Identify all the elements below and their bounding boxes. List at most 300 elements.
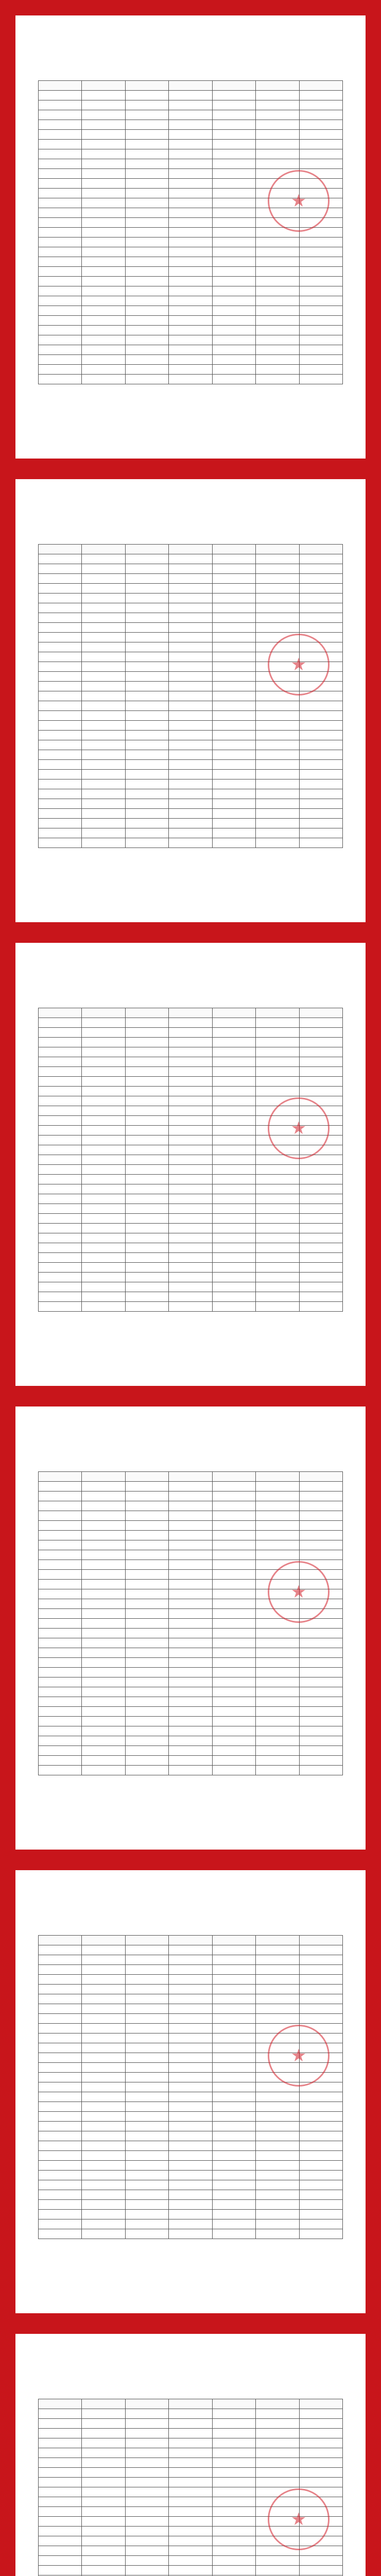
table-cell [125,257,168,267]
table-cell [256,1965,299,1975]
table-cell [82,2210,125,2219]
table-cell [169,652,212,662]
table-cell [39,345,82,355]
table-cell [39,1482,82,1492]
table-header-cell [169,545,212,554]
table-cell [212,564,255,574]
table-cell [82,1282,125,1292]
table-cell [299,1609,342,1619]
table-cell [169,613,212,623]
table-cell [125,2004,168,2014]
table-cell [125,2497,168,2507]
table-cell [82,1599,125,1609]
table-cell [39,2082,82,2092]
table-cell [125,1184,168,1194]
table-cell [169,1145,212,1155]
table-cell [212,149,255,159]
table-cell [169,799,212,809]
table-row [39,2497,343,2507]
table-cell [125,584,168,594]
table-cell [212,316,255,326]
table-row [39,1717,343,1726]
table-cell [299,613,342,623]
table-cell [212,140,255,149]
page-sheet [15,479,366,922]
table-cell [169,1531,212,1540]
table-cell [82,365,125,375]
table-row [39,1204,343,1214]
table-row [39,779,343,789]
table-cell [82,1580,125,1589]
meta-line [38,1914,343,1923]
table-cell [256,623,299,633]
table-cell [82,1736,125,1746]
table-cell [212,1204,255,1214]
table-cell [212,159,255,169]
table-cell [212,1550,255,1560]
table-cell [299,189,342,198]
table-row [39,2131,343,2141]
table-header-cell [256,1936,299,1945]
table-cell [212,1697,255,1707]
table-cell [125,2024,168,2033]
table-header-cell [169,1472,212,1482]
table-cell [169,1511,212,1521]
table-cell [39,574,82,584]
table-row [39,306,343,316]
table-row [39,2092,343,2102]
table-cell [212,1126,255,1136]
table-cell [169,1756,212,1766]
table-cell [256,1282,299,1292]
table-cell [256,189,299,198]
table-cell [299,375,342,384]
table-cell [125,1687,168,1697]
table-cell [169,296,212,306]
table-cell [256,1096,299,1106]
table-row [39,574,343,584]
table-cell [82,277,125,286]
sheet-title [38,33,343,42]
table-cell [39,2131,82,2141]
table-cell [256,306,299,316]
table-cell [39,140,82,149]
table-cell [39,1965,82,1975]
table-cell [299,603,342,613]
table-cell [299,760,342,770]
table-cell [212,2161,255,2171]
table-cell [256,1766,299,1775]
table-cell [256,1018,299,1028]
table-cell [39,1175,82,1184]
table-cell [169,1057,212,1067]
table-cell [169,1619,212,1629]
table-cell [169,1560,212,1570]
table-cell [299,711,342,721]
table-cell [256,1746,299,1756]
table-cell [256,1677,299,1687]
table-cell [125,1047,168,1057]
table-cell [39,1116,82,1126]
table-cell [82,296,125,306]
meta-line [38,2378,343,2386]
table-cell [125,120,168,130]
table-cell [39,779,82,789]
table-cell [169,2478,212,2487]
table-row [39,1047,343,1057]
sheet-table [38,1935,343,2239]
table-cell [256,1668,299,1677]
table-row [39,1687,343,1697]
table-row [39,1243,343,1253]
table-cell [212,2014,255,2024]
table-cell [125,623,168,633]
table-cell [82,375,125,384]
table-cell [256,1243,299,1253]
table-row [39,1945,343,1955]
table-cell [256,1511,299,1521]
table-header-cell [82,2399,125,2409]
table-header-row [39,2399,343,2409]
table-cell [212,2102,255,2112]
table-cell [169,2487,212,2497]
table-cell [212,228,255,238]
table-row [39,1492,343,1501]
table-cell [212,1482,255,1492]
table-cell [256,2210,299,2219]
table-cell [169,662,212,672]
table-cell [256,1273,299,1282]
table-row [39,2556,343,2566]
table-cell [82,2112,125,2122]
table-cell [169,2092,212,2102]
table-cell [169,584,212,594]
table-row [39,110,343,120]
table-cell [299,2043,342,2053]
table-cell [169,2229,212,2239]
table-cell [39,1609,82,1619]
table-cell [39,2161,82,2171]
table-row [39,1707,343,1717]
table-cell [169,2546,212,2556]
table-row [39,1521,343,1531]
table-row [39,672,343,682]
table-cell [39,2438,82,2448]
table-cell [256,1560,299,1570]
table-row [39,2468,343,2478]
page-sheet [15,1406,366,1850]
table-row [39,838,343,848]
table-cell [125,2043,168,2053]
table-cell [256,574,299,584]
table-cell [169,1570,212,1580]
table-row [39,701,343,711]
table-cell [82,2102,125,2112]
table-cell [169,1736,212,1746]
table-cell [212,672,255,682]
table-cell [39,1204,82,1214]
table-cell [299,208,342,218]
table-cell [39,1955,82,1965]
table-cell [82,691,125,701]
table-cell [169,682,212,691]
table-cell [299,267,342,277]
table-cell [39,179,82,189]
table-cell [212,2082,255,2092]
table-row [39,1175,343,1184]
table-cell [169,2200,212,2210]
table-cell [125,1155,168,1165]
meta-line [38,52,343,60]
table-cell [39,623,82,633]
table-cell [39,701,82,711]
table-row [39,554,343,564]
table-cell [169,1204,212,1214]
table-cell [82,1184,125,1194]
table-cell [82,574,125,584]
table-cell [39,633,82,642]
table-row [39,594,343,603]
seal-star-icon: ★ [290,655,307,674]
table-cell [169,247,212,257]
table-cell [82,1126,125,1136]
table-cell [212,1955,255,1965]
table-cell [256,159,299,169]
table-row [39,1253,343,1263]
table-cell [39,2151,82,2161]
table-cell [39,2102,82,2112]
table-row [39,1501,343,1511]
table-cell [82,623,125,633]
table-row [39,1038,343,1047]
table-cell [39,1736,82,1746]
table-cell [212,2073,255,2082]
table-cell [299,701,342,711]
table-cell [299,1224,342,1233]
table-cell [256,2507,299,2517]
table-cell [82,564,125,574]
table-cell [212,2527,255,2536]
table-cell [299,1531,342,1540]
table-cell [39,1501,82,1511]
table-cell [82,1165,125,1175]
table-cell [299,1194,342,1204]
table-cell [299,1726,342,1736]
table-cell [256,149,299,159]
table-cell [212,594,255,603]
table-cell [256,296,299,306]
table-header-row [39,545,343,554]
table-cell [125,642,168,652]
table-cell [39,286,82,296]
table-cell [169,623,212,633]
table-cell [39,613,82,623]
table-cell [169,603,212,613]
table-cell [125,652,168,662]
table-cell [256,2497,299,2507]
table-cell [82,2200,125,2210]
table-row [39,1994,343,2004]
table-cell [212,277,255,286]
table-cell [82,91,125,100]
table-cell [299,2014,342,2024]
table-cell [125,2458,168,2468]
table-cell [125,1145,168,1155]
table-cell [169,2180,212,2190]
table-cell [169,218,212,228]
table-cell [39,296,82,306]
table-cell [125,169,168,179]
table-row [39,130,343,140]
table-cell [39,2014,82,2024]
table-cell [39,2458,82,2468]
table-row [39,1746,343,1756]
table-cell [125,159,168,169]
table-cell [212,189,255,198]
table-cell [125,554,168,564]
table-cell [256,1697,299,1707]
table-cell [299,1018,342,1028]
table-cell [169,1214,212,1224]
table-cell [299,642,342,652]
table-cell [39,1145,82,1155]
table-cell [299,1282,342,1292]
table-cell [299,1599,342,1609]
table-cell [299,1302,342,1312]
table-cell [82,1243,125,1253]
table-cell [256,2536,299,2546]
table-cell [299,1580,342,1589]
table-cell [169,2151,212,2161]
table-cell [169,1096,212,1106]
table-cell [82,2171,125,2180]
table-row [39,1511,343,1521]
table-cell [169,1253,212,1263]
table-cell [212,799,255,809]
table-cell [212,1136,255,1145]
table-row [39,2536,343,2546]
table-cell [169,2429,212,2438]
table-cell [299,672,342,682]
table-cell [212,1282,255,1292]
table-cell [299,1965,342,1975]
table-cell [169,1047,212,1057]
table-cell [82,1531,125,1540]
table-cell [39,2200,82,2210]
table-row [39,238,343,247]
table-header-cell [82,545,125,554]
table-cell [256,316,299,326]
table-cell [39,721,82,731]
table-cell [299,1677,342,1687]
table-cell [212,1619,255,1629]
table-cell [256,1126,299,1136]
meta-line [38,60,343,68]
table-cell [212,828,255,838]
table-cell [256,1717,299,1726]
table-cell [39,2180,82,2190]
table-cell [169,1116,212,1126]
table-cell [212,286,255,296]
table-cell [299,140,342,149]
table-row [39,2229,343,2239]
table-cell [125,2161,168,2171]
table-cell [125,789,168,799]
table-cell [39,365,82,375]
table-cell [39,257,82,267]
table-cell [169,1233,212,1243]
table-cell [39,1648,82,1658]
table-row [39,1233,343,1243]
table-cell [212,1077,255,1087]
table-cell [299,1106,342,1116]
table-cell [169,238,212,247]
table-row [39,1224,343,1233]
table-cell [125,2102,168,2112]
table-cell [82,1116,125,1126]
table-cell [125,809,168,819]
table-cell [299,1638,342,1648]
table-cell [39,682,82,691]
table-cell [299,574,342,584]
table-cell [299,799,342,809]
table-cell [125,2487,168,2497]
table-cell [299,2438,342,2448]
table-cell [256,1116,299,1126]
table-cell [125,1599,168,1609]
table-cell [125,1726,168,1736]
table-cell [39,2073,82,2082]
table-cell [299,1550,342,1560]
table-cell [212,2131,255,2141]
table-cell [256,779,299,789]
table-cell [39,2122,82,2131]
table-row [39,1580,343,1589]
table-cell [169,159,212,169]
table-cell [125,189,168,198]
table-cell [169,345,212,355]
table-cell [212,1273,255,1282]
table-row [39,1609,343,1619]
table-cell [256,2131,299,2141]
table-row [39,2053,343,2063]
table-cell [82,2161,125,2171]
table-cell [212,1599,255,1609]
table-cell [39,149,82,159]
table-cell [125,355,168,365]
table-row [39,189,343,198]
table-cell [125,2419,168,2429]
table-cell [212,1531,255,1540]
table-cell [169,1292,212,1302]
table-cell [256,682,299,691]
table-cell [125,2190,168,2200]
table-cell [299,2419,342,2429]
table-cell [82,228,125,238]
table-cell [39,1087,82,1096]
table-row [39,721,343,731]
table-cell [82,1038,125,1047]
table-cell [39,1511,82,1521]
table-cell [256,375,299,384]
table-cell [256,2014,299,2024]
table-cell [212,779,255,789]
table-cell [82,1204,125,1214]
table-cell [82,799,125,809]
table-header-cell [212,1472,255,1482]
sheet-title [38,1424,343,1433]
table-header-cell [169,2399,212,2409]
